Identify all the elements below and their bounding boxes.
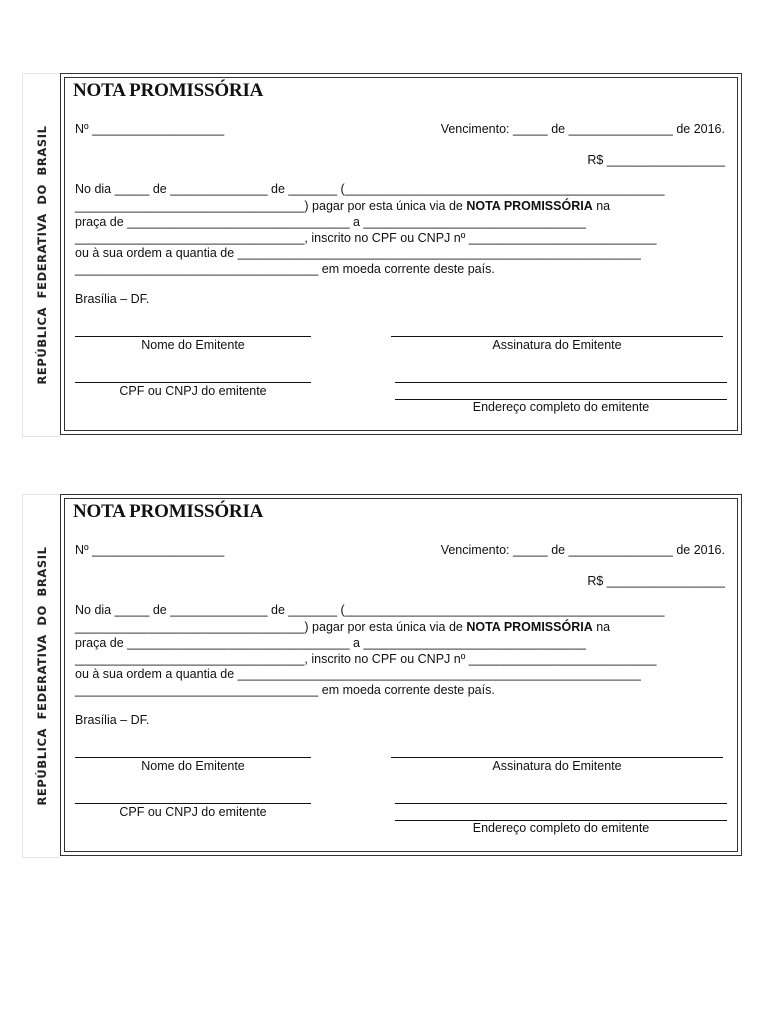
payee-line-prefix: _________________________________) pagar por esta única via de [75,199,463,213]
amount-words-line: ou à sua ordem a quantia de __________________________________________________________ [75,667,641,681]
address-line-1 [395,803,727,804]
city-field: Brasília – DF. [75,713,150,727]
amount-field: R$ _________________ [587,574,725,588]
address-line-1 [395,382,727,383]
date-line: No dia _____ de ______________ de _______ (______________________________________________ [75,603,665,617]
issuer-address-caption: Endereço completo do emitente [472,821,650,835]
side-label: REPÚBLICA FEDERATIVA DO BRASIL [35,125,49,385]
issuer-id-caption: CPF ou CNPJ do emitente [119,805,267,819]
issuer-signature-caption: Assinatura do Emitente [492,338,622,352]
name-line [75,757,311,758]
tax-id-line: _________________________________, inscrito no CPF ou CNPJ nº ___________________________ [75,652,657,666]
date-line: No dia _____ de ______________ de _______ (______________________________________________ [75,182,665,196]
note-frame [60,494,742,856]
payee-line-prefix: _________________________________) pagar por esta única via de [75,620,463,634]
note-type-bold: NOTA PROMISSÓRIA [466,199,593,213]
payee-line [75,620,610,634]
id-line [75,803,311,804]
issuer-address-caption: Endereço completo do emitente [472,400,650,414]
due-date-field: Vencimento: _____ de _______________ de 2016. [440,122,725,136]
issuer-name-caption: Nome do Emitente [141,759,245,773]
place-line: praça de ________________________________ a ________________________________ [75,215,586,229]
payee-line [75,199,610,213]
number-field: Nº ___________________ [75,543,225,557]
currency-line: ___________________________________ em moeda corrente deste país. [75,683,495,697]
note-type-bold: NOTA PROMISSÓRIA [466,620,593,634]
promissory-note [22,73,742,437]
note-title: NOTA PROMISSÓRIA [73,501,264,522]
issuer-name-caption: Nome do Emitente [141,338,245,352]
issuer-id-caption: CPF ou CNPJ do emitente [119,384,267,398]
amount-field: R$ _________________ [587,153,725,167]
place-line: praça de ________________________________ a ________________________________ [75,636,586,650]
promissory-note [22,494,742,858]
side-strip [22,73,61,437]
name-line [75,336,311,337]
issuer-signature-caption: Assinatura do Emitente [492,759,622,773]
city-field: Brasília – DF. [75,292,150,306]
due-date-field: Vencimento: _____ de _______________ de 2016. [440,543,725,557]
signature-line [391,757,723,758]
note-frame [60,73,742,435]
note-title: NOTA PROMISSÓRIA [73,80,264,101]
payee-line-suffix: na [596,620,611,634]
id-line [75,382,311,383]
amount-words-line: ou à sua ordem a quantia de __________________________________________________________ [75,246,641,260]
side-label: REPÚBLICA FEDERATIVA DO BRASIL [35,546,49,806]
signature-line [391,336,723,337]
number-field: Nº ___________________ [75,122,225,136]
payee-line-suffix: na [596,199,611,213]
side-strip [22,494,61,858]
currency-line: ___________________________________ em moeda corrente deste país. [75,262,495,276]
tax-id-line: _________________________________, inscrito no CPF ou CNPJ nº ___________________________ [75,231,657,245]
